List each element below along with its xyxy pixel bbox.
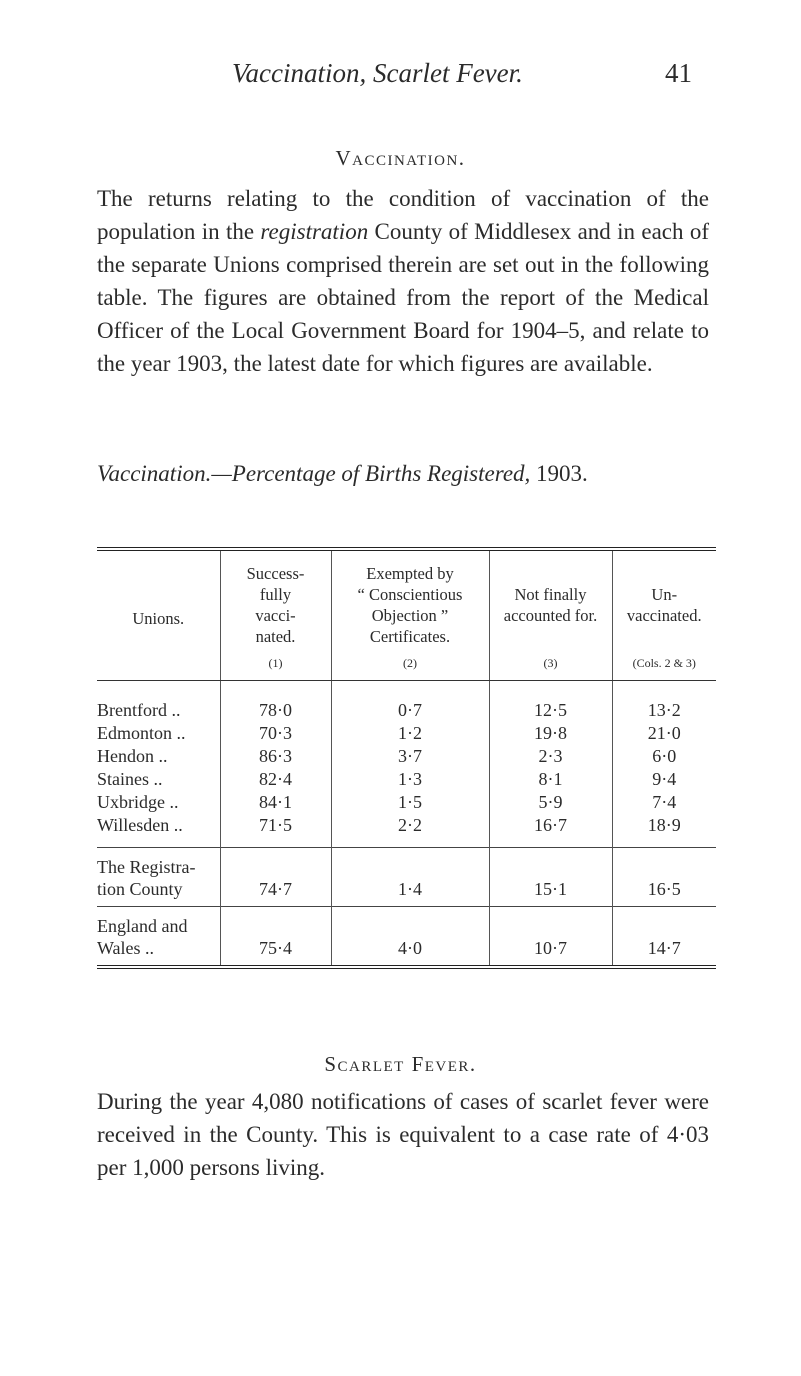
vaccination-heading: Vaccination. bbox=[335, 146, 466, 170]
cell-union: Uxbridge .. bbox=[97, 792, 179, 812]
header-column-number: (1) bbox=[268, 656, 283, 670]
header-column-number: (Cols. 2 & 3) bbox=[632, 656, 696, 670]
paragraph-text-1: The returns relating to the condition of vaccination of the population in the bbox=[97, 186, 709, 244]
header-line: Not finally bbox=[514, 585, 587, 604]
table-row-county bbox=[97, 848, 716, 907]
scarlet-fever-heading: Scarlet Fever. bbox=[324, 1052, 477, 1076]
cell-union: Willesden .. bbox=[97, 815, 183, 835]
cell-exempted: 1·2 bbox=[331, 722, 489, 745]
cell-not-accounted: 12·5 bbox=[489, 681, 612, 723]
paragraph-emphasis: registration bbox=[260, 219, 369, 244]
vaccination-table bbox=[97, 547, 716, 969]
union-line: England and bbox=[97, 916, 188, 936]
cell-vaccinated: 75·4 bbox=[220, 907, 331, 968]
cell-not-accounted: 15·1 bbox=[489, 848, 612, 907]
cell-not-accounted: 8·1 bbox=[489, 768, 612, 791]
header-line: vaccinated. bbox=[626, 606, 702, 625]
cell-vaccinated: 78·0 bbox=[220, 681, 331, 723]
cell-not-accounted: 10·7 bbox=[489, 907, 612, 968]
cell-vaccinated: 71·5 bbox=[220, 814, 331, 848]
header-column-number: (3) bbox=[543, 656, 558, 670]
header-line: fully bbox=[259, 585, 292, 604]
cell-vaccinated: 70·3 bbox=[220, 722, 331, 745]
header-column-number: (2) bbox=[403, 656, 417, 670]
cell-unvaccinated: 21·0 bbox=[612, 722, 716, 745]
cell-union bbox=[97, 848, 220, 907]
table-title-year: 1903. bbox=[530, 461, 588, 486]
cell-unvaccinated: 18·9 bbox=[612, 814, 716, 848]
cell-exempted: 2·2 bbox=[331, 814, 489, 848]
cell-exempted: 0·7 bbox=[331, 681, 489, 723]
union-line: tion County bbox=[97, 879, 183, 899]
table-row bbox=[97, 681, 716, 723]
header-line: nated. bbox=[255, 627, 296, 646]
header-not-accounted bbox=[489, 549, 612, 681]
cell-exempted: 1·3 bbox=[331, 768, 489, 791]
table-row bbox=[97, 791, 716, 814]
header-line: “ Conscientious bbox=[357, 585, 463, 604]
header-line: Exempted by bbox=[366, 564, 454, 583]
table-row bbox=[97, 768, 716, 791]
cell-vaccinated: 86·3 bbox=[220, 745, 331, 768]
cell-not-accounted: 16·7 bbox=[489, 814, 612, 848]
cell-union: Brentford .. bbox=[97, 700, 181, 720]
vaccination-paragraph bbox=[97, 182, 709, 380]
header-unvaccinated bbox=[612, 549, 716, 681]
header-line: vacci- bbox=[255, 606, 296, 625]
header-line: Un- bbox=[651, 585, 678, 604]
cell-exempted: 3·7 bbox=[331, 745, 489, 768]
cell-union: Hendon .. bbox=[97, 746, 168, 766]
union-line: Wales .. bbox=[97, 938, 155, 958]
cell-vaccinated: 82·4 bbox=[220, 768, 331, 791]
union-line: The Registra- bbox=[97, 857, 196, 877]
cell-unvaccinated: 16·5 bbox=[612, 848, 716, 907]
header-line: accounted for. bbox=[503, 606, 598, 625]
paragraph-text-2: County of Middlesex and in each of the separate Unions comprised therein are set out in the following table. The figures are obtained from the report of the Medical Officer of the Local Government Board for 1904–5, and relate to the year 1903, the latest date for which figures are available. bbox=[97, 219, 710, 376]
table-row bbox=[97, 814, 716, 848]
table-title bbox=[97, 461, 717, 487]
table-title-text: Vaccination.—Percentage of Births Registered, bbox=[97, 461, 531, 486]
page-number: 41 bbox=[665, 58, 692, 88]
table-row bbox=[97, 745, 716, 768]
header-exempted bbox=[331, 549, 489, 681]
header-line: Certificates. bbox=[369, 627, 451, 646]
cell-union: Staines .. bbox=[97, 769, 163, 789]
cell-union: Edmonton .. bbox=[97, 723, 186, 743]
cell-unvaccinated: 9·4 bbox=[612, 768, 716, 791]
cell-unvaccinated: 7·4 bbox=[612, 791, 716, 814]
table-row-england bbox=[97, 907, 716, 968]
cell-unvaccinated: 13·2 bbox=[612, 681, 716, 723]
cell-unvaccinated: 6·0 bbox=[612, 745, 716, 768]
cell-exempted: 4·0 bbox=[331, 907, 489, 968]
cell-exempted: 1·4 bbox=[331, 848, 489, 907]
header-vaccinated bbox=[220, 549, 331, 681]
cell-not-accounted: 5·9 bbox=[489, 791, 612, 814]
cell-unvaccinated: 14·7 bbox=[612, 907, 716, 968]
header-line: Success- bbox=[246, 564, 305, 583]
cell-not-accounted: 19·8 bbox=[489, 722, 612, 745]
header-line: Objection ” bbox=[371, 606, 449, 625]
header-unions bbox=[97, 549, 220, 681]
table-row bbox=[97, 722, 716, 745]
cell-vaccinated: 84·1 bbox=[220, 791, 331, 814]
running-head bbox=[232, 58, 692, 89]
cell-exempted: 1·5 bbox=[331, 791, 489, 814]
cell-vaccinated: 74·7 bbox=[220, 848, 331, 907]
scarlet-fever-paragraph: During the year 4,080 notifications of cases of scarlet fever were received in the County. This is equivalent to a case rate of 4·03 per 1,000 persons living. bbox=[97, 1089, 709, 1180]
header-line: Unions. bbox=[132, 609, 185, 628]
cell-union bbox=[97, 907, 220, 968]
running-head-title: Vaccination, Scarlet Fever. bbox=[232, 58, 523, 88]
table-header-row bbox=[97, 549, 716, 681]
cell-not-accounted: 2·3 bbox=[489, 745, 612, 768]
